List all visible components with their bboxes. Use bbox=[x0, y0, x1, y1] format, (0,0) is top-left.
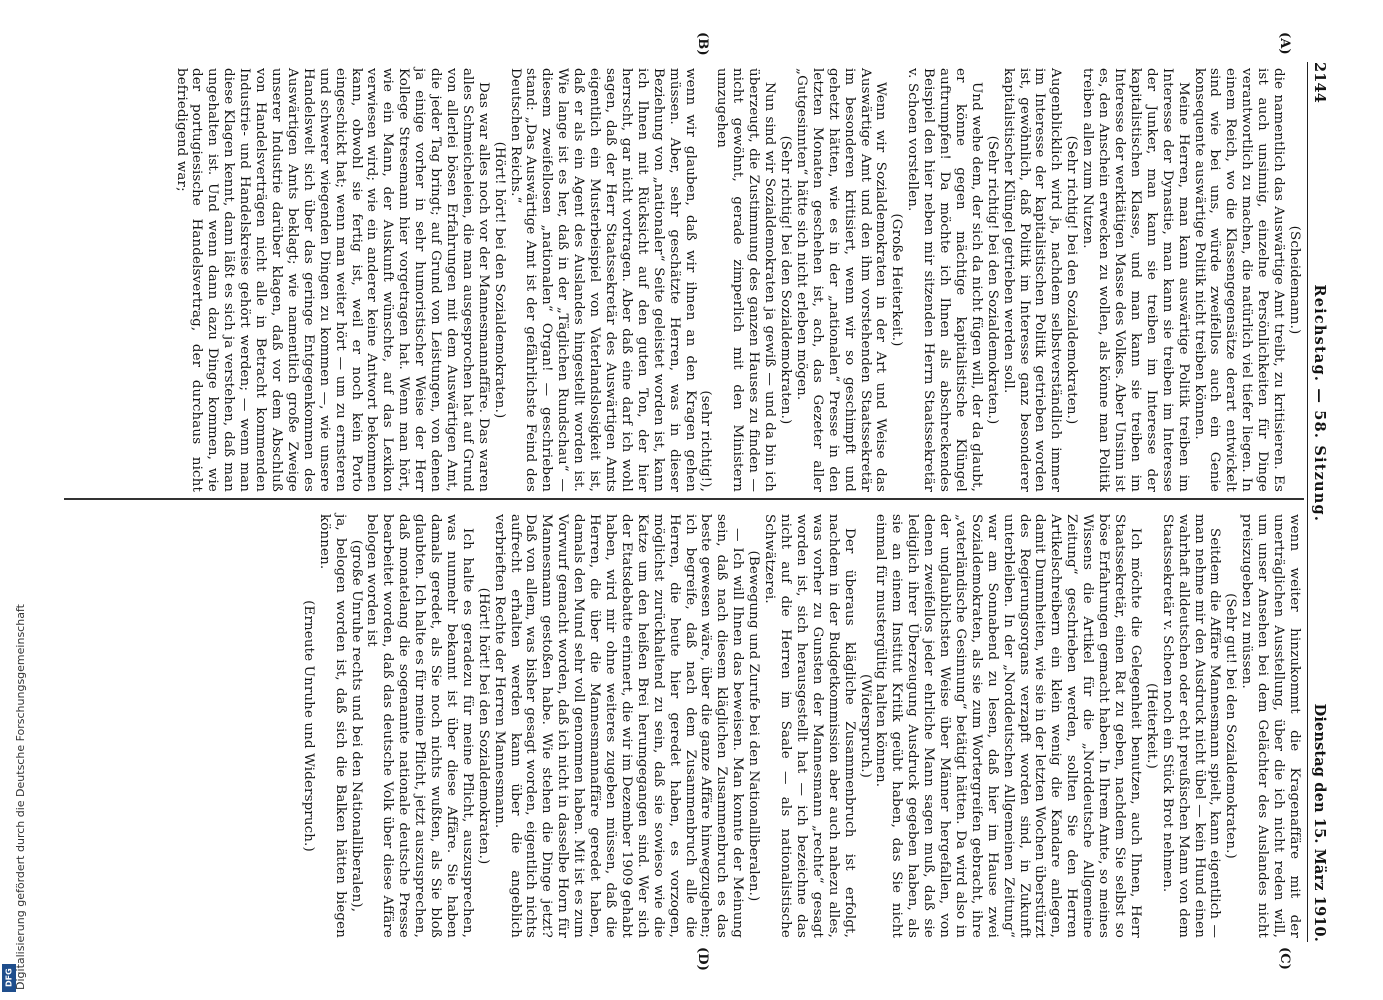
running-head bbox=[1307, 62, 1330, 942]
interjection: (Widerspruch.) bbox=[857, 673, 873, 779]
interjection: (Große Heiterkeit.) bbox=[889, 213, 905, 347]
paragraph: Der überaus klägliche Zusammenbruch ist erfolgt, nachdem in der Budgetkommission aber auch nahezu alles, was vorher zu Gunsten der Mannesmann „rechte“ gesagt worden ist, sich herausgestellt hat — ich bezeichne das nicht auf die Herren im Saale — als nationalistische Schwätzerei. bbox=[762, 514, 857, 938]
interjection: (Sehr richtig! bei den Sozialdemokraten.) bbox=[778, 135, 793, 425]
paragraph: Ich halte es geradezu für meine Pflicht, auszusprechen, was nunmehr bekannt ist über diese Affäre. Sie haben damals geredet, als Sie noch nichts wußten, als Sie bloß glaubten. Ich halte es für meine Pflicht, jetzt auszusprechen, daß monatelang die sogenannte nationale deutsche Presse bearbeitet worden, daß das deutsche Volk über diese Affäre belogen worden ist bbox=[364, 514, 475, 938]
paragraph: Nun sind wir Sozialdemokraten ja gewiß — und da bin ich überzeugt, die Zustimmung des ganzen Hauses zu finden — nicht gewöhnt, gerade zimperlich mit den Ministern umzugehen bbox=[714, 68, 778, 492]
interjection: (Heiterkeit.) bbox=[1143, 683, 1159, 769]
left-column bbox=[173, 68, 1302, 492]
paragraph: wenn wir glauben, daß wir ihnen an den Kragen gehen müssen. Aber, sehr geschätzte Herren, was in dieser Beziehung von „nationaler“ Seite geleistet worden ist, kann ich Ihnen mit Rücksicht auf den guten Ton, der hier herrscht, gar nicht vortragen. Aber daß eine darf ich wohl sagen, daß der Herr Staatssekretär des Auswärtigen Amts eigentlich ein Musterbeispiel von Vaterlandslosigkeit ist, daß er als ein Agent des Auslandes hingestellt worden ist. Wie lange ist es her, daß in der „Täglichen Rundschau“ — diesem zweifellosen „nationalen“ Organ! — geschrieben stand: „Das Auswärtige Amt ist der gefährlichste Feind des Deutschen Reichs.“ bbox=[507, 68, 698, 492]
margin-marker-a: (A) bbox=[1277, 32, 1292, 55]
paragraph: Meine Herren, man kann auswärtige Politik treiben im Interesse der Dynastie, man kann sie treiben im Interesse der Junker, man kann sie treiben im Interesse der kapitalistischen Klasse, und man kann sie treiben im Interesse der werktätigen Masse des Volkes. Aber Unsinn ist es, den Anschein erwecken zu wollen, als könne man Politik treiben allen zum Nutzen. bbox=[1080, 68, 1191, 492]
digitization-credit bbox=[0, 0, 27, 1000]
paragraph: Augenblicklich wird ja, nachdem selbstverständlich immer im Interesse der kapitalistischen Politik getrieben worden ist, gewöhnlich, daß Politik im Interesse ganz besonderer kapitalistischer Klüngel getrieben werden soll. bbox=[1000, 68, 1064, 492]
paragraph: Das war alles noch vor der Mannesmannaffäre. Das waren alles Schmeicheleien, die man ausgesprochen hat auf Grund von allerlei bösen Erfahrungen mit dem Auswärtigen Amt, die jeder Tag bringt; auf Grund von Leistungen, von denen ja einige vorher in sehr humoristischer Weise der Herr Kollege Stresemann hier vorgetragen hat. Wenn man hört, wie ein Mann, der Auskunft wünschte, auf das Lexikon verwiesen wird; wie ein anderer keine Antwort bekommen kann, obwohl sie fertig ist, weil er noch kein Porto eingeschickt hat; wenn man weiter hört — um zu ernsteren und schwerer wiegenden Dingen zu kommen —, wie unsere Handelswelt sich über das geringe Entgegenkommen des Auswärtigen Amts beklagt; wie namentlich große Zweige unserer Industrie darüber klagen, daß vor dem Abschluß von Handelsverträgen nicht alle in Betracht kommenden Industrie- und Handelskreise gehört werden; — wenn man diese Klagen kennt, dann läßt es sich ja verstehen, daß man ungehalten ist. Und wenn dann dazu Dinge kommen, wie der portugiesische Handelsvertrag, der durchaus nicht befriedigend war; bbox=[173, 68, 491, 492]
paragraph: wenn weiter hinzukommt die Kragenaffäre mit der unerträglichen Ausstellung, über die ich nicht reden will, um unser Ansehen bei dem Gelächter des Auslandes nicht preiszugeben zu müssen. bbox=[1239, 514, 1302, 938]
paragraph: ja, belogen worden ist, daß sich die Balken hätten biegen können. bbox=[316, 514, 348, 938]
interjection: (große Unruhe rechts und bei den Nationalliberalen), bbox=[348, 539, 364, 913]
interjection: (Sehr gut! bei den Sozialdemokraten.) bbox=[1223, 593, 1239, 859]
column-divider bbox=[64, 498, 1304, 500]
paragraph: (sehr richtig!), bbox=[698, 390, 714, 492]
session-date: Dienstag den 15. März 1910. bbox=[1310, 703, 1328, 942]
paragraph: — Ich will Ihnen das beweisen. Man konnte der Meinung sein, daß nach diesem kläglichen Zusammenbruch es das beste gewesen wäre, über die ganze Affäre hinwegzugehen; ich begreife, daß nach dem Zusammenbruch alle die Herren, die heute hier geredet haben, es vorzogen, möglichst zurückhaltend zu sein, daß sie sowieso wie die Katze um den heißen Brei herumgegangen sind. Wer sich der Etatsdebatte erinnert, die wir im Dezember 1909 gehabt haben, wird mir ohne weiteres zugeben müssen, daß die Herren, die über die Mannesmannaffäre geredet haben, damals den Mund sehr voll genommen haben. Mit ist es zum Vorwurf gemacht worden, daß ich nicht in dasselbe Horn für Mannesmann gestoßen habe. Wie stehen die Dinge jetzt? Daß von allem, was bisher gesagt worden, eigentlich nichts aufrecht erhalten werden kann über die angeblich verbrieften Rechte der Herren Mannesmann. bbox=[491, 514, 746, 938]
paragraph: Ich möchte die Gelegenheit benutzen, auch Ihnen, Herr Staatssekretär, einen Rat zu geben, nachdem Sie selbst so böse Erfahrungen gemacht haben. In Ihrem Amte, so meines Wissens die Artikel für die „Norddeutsche Allgemeine Zeitung“ geschrieben werden, sollten Sie den Herren Artikelschreibern ein klein wenig die Kandare anlegen, damit Dummheiten, wie sie in der letzten Wochen überstürzt des Regierungsorgans verzapft worden sind, in Zukunft unterbleiben. In der „Norddeutschen Allgemeinen Zeitung“ war am Sonnabend zu lesen, daß hier im Hause zwei Sozialdemokraten, als sie zum Wortergreifen gebracht, ihre „vaterländische Gesinnung“ betätigt hätten. Da wird also in der unglaublichsten Weise über Männer hergefallen, von denen zweifellos jeder ehrliche Mann sagen muß, daß sie lediglich ihrer Überzeugung Ausdruck gegeben haben, als sie an einem Institut Kritik geübt haben, das Sie nicht einmal für mustergültig halten können. bbox=[873, 514, 1143, 938]
interjection: (Hört! hört! bei den Sozialdemokraten.) bbox=[491, 141, 507, 419]
credit-text: Digitalisierung gefördert durch die Deutsche Forschungsgemeinschaft bbox=[14, 604, 27, 990]
right-column bbox=[300, 514, 1302, 938]
paragraph: Und wehe dem, der sich da nicht fügen will, der da glaubt, er könne gegen mächtige kapitalistische Klüngel auftrumpfen! Da möchte ich Ihnen als abschreckendes Beispiel den hier neben mir sitzenden Herrn Staatssekretär v. Schoen vorstellen. bbox=[905, 68, 984, 492]
document-sheet bbox=[60, 32, 1330, 972]
interjection: (Bewegung und Zurufe bei den Nationalliberalen.) bbox=[746, 550, 762, 902]
margin-marker-c: (C) bbox=[1277, 947, 1292, 971]
margin-marker-b: (B) bbox=[695, 32, 710, 56]
interjection: (Sehr richtig! bei den Sozialdemokraten.) bbox=[984, 135, 1000, 425]
page-number: 2144 bbox=[1310, 62, 1328, 103]
interjection: (Hört! hört! bei den Sozialdemokraten.) bbox=[475, 587, 491, 865]
interjection: (Erneute Unruhe und Widerspruch.) bbox=[300, 600, 316, 852]
margin-marker-d: (D) bbox=[695, 947, 710, 972]
paragraph: die namentlich das Auswärtige Amt treibt, zu kritisieren. Es ist auch unsinnig, einzelne Persönlichkeiten für Dinge verantwortlich zu machen, die natürlich viel tiefer liegen. In einem Reich, wo die Klassengegensätze derart entwickelt sind wie bei uns, würde zweifellos auch ein Genie konsequente auswärtige Politik nicht treiben können. bbox=[1191, 68, 1287, 492]
interjection: (Scheidemann.) bbox=[1287, 225, 1302, 335]
paragraph: Wenn wir Sozialdemokraten in der Art und Weise das Auswärtige Amt und den ihm vorstehenden Staatssekretär im besonderen kritisiert, wenn wir so geschimpft und gehetzt hätten, wie es in der „nationalen“ Presse in den letzten Monaten geschehen ist, ach, das Gezeter aller „Gutgesinnten“ hätte sich nicht erleben mögen. bbox=[793, 68, 889, 492]
paragraph: Seitdem die Affäre Mannesmann spielt, kann eigentlich — man nehme mir den Ausdruck nicht übel — kein Hund einen wahrhaft alldeutschen oder echt preußischen Mann von dem Staatssekretär v. Schoen noch ein Stück Brot nehmen. bbox=[1159, 514, 1223, 938]
dfg-logo: DFG bbox=[2, 964, 16, 992]
session-title: Reichstag. — 58. Sitzung. bbox=[1310, 284, 1328, 523]
interjection: (Sehr richtig! bei den Sozialdemokraten.) bbox=[1064, 135, 1080, 425]
